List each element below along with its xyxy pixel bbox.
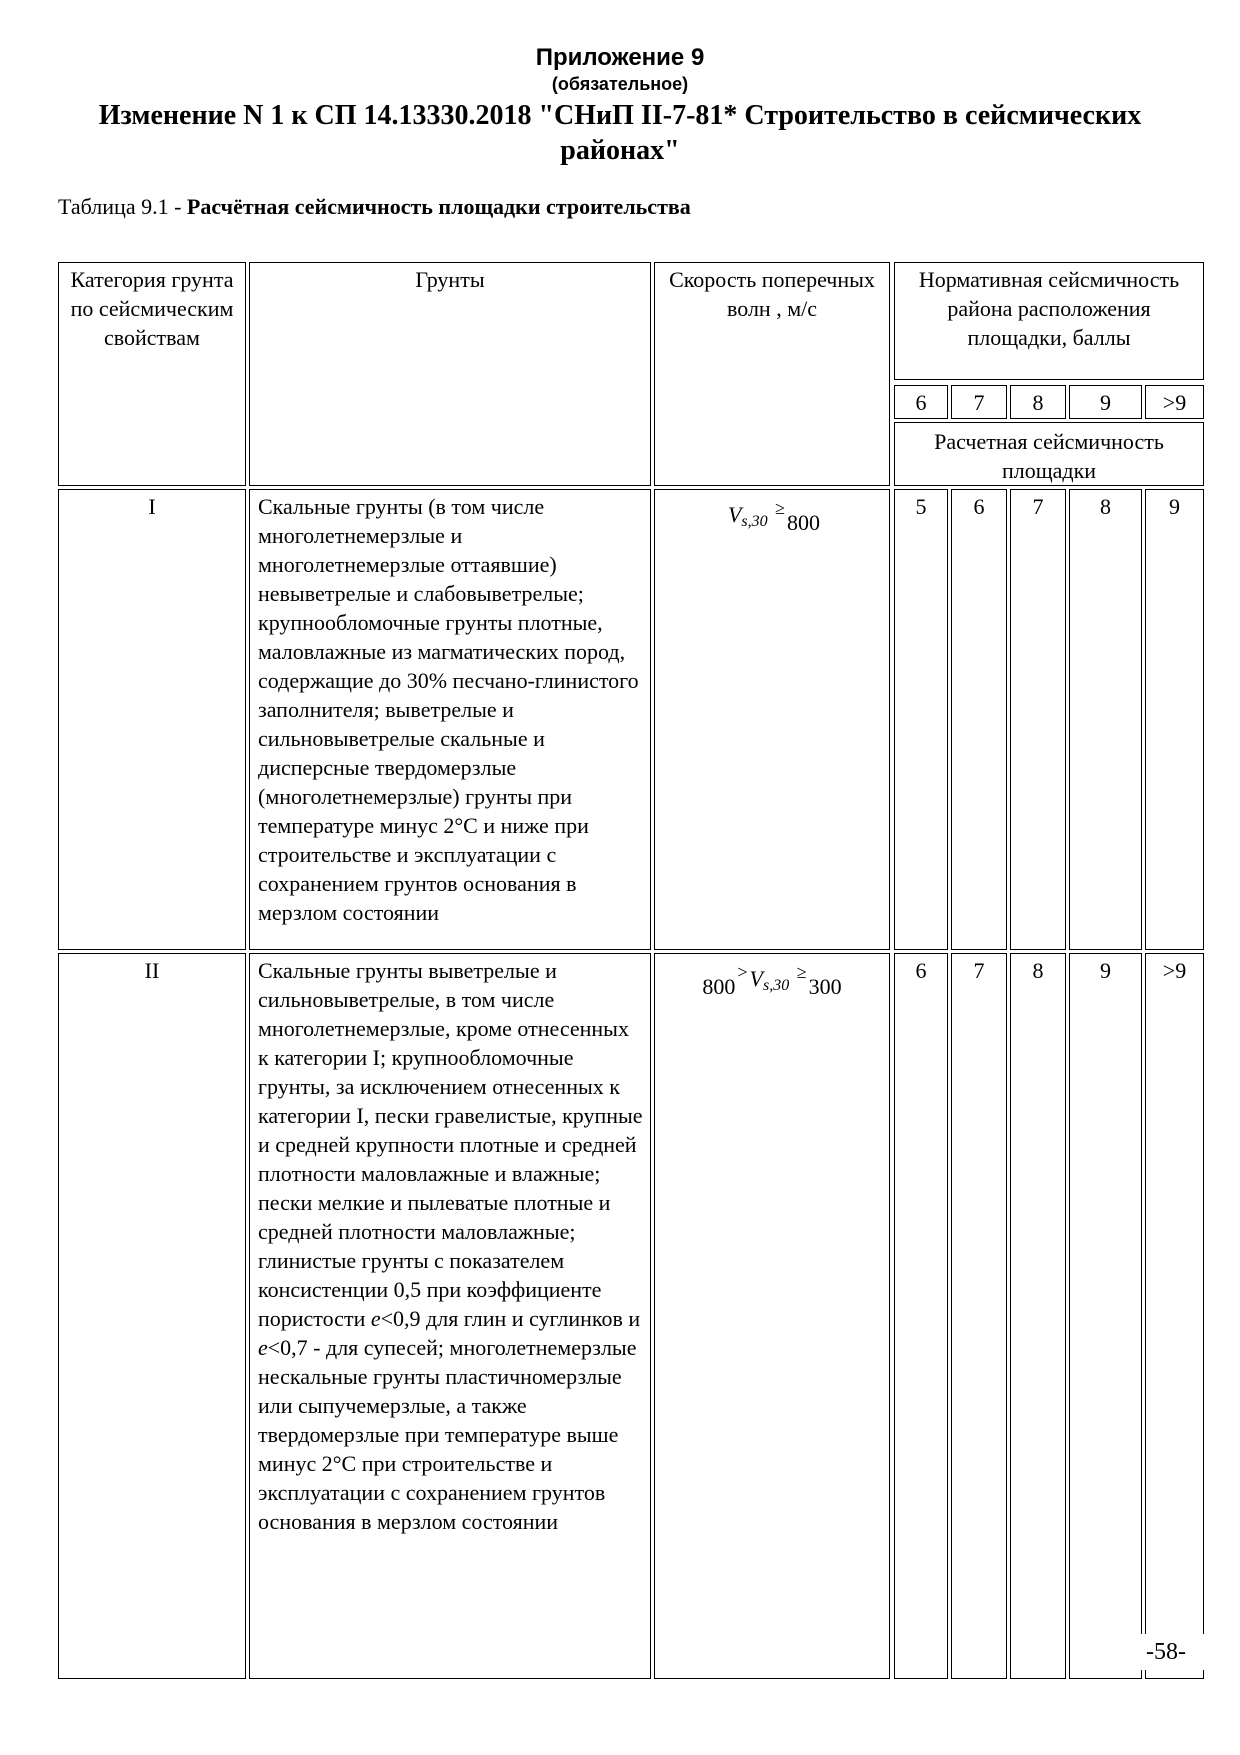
row-1-value-8: 7 — [1010, 489, 1066, 950]
row-1-value-over-9: 9 — [1145, 489, 1204, 950]
row-1-soils: Скальные грунты (в том числе многолетнемерзлые и многолетнемерзлые оттаявшие) невыветрелые и слабовыветрелые; крупнообломочные грунты плотные, маловлажные из магматических пород, содержащие до 30% песчано-глинистого заполнителя; выветрелые и сильновыветрелые скальные и дисперсные твердомерзлые (многолетнемерзлые) грунты при температуре минус 2°С и ниже при строительстве и эксплуатации с сохранением грунтов основания в мерзлом состоянии — [249, 489, 651, 950]
page-number: -58- — [1126, 1634, 1206, 1670]
row-2-value-8: 8 — [1010, 953, 1066, 1679]
header-velocity: Скорость поперечных волн , м/с — [654, 262, 890, 486]
table-caption-prefix: Таблица 9.1 - — [58, 194, 187, 219]
row-2-value-6: 6 — [894, 953, 948, 1679]
header-normative-seismicity: Нормативная сейсмичность района расположения площадки, баллы — [894, 262, 1204, 380]
row-1-category: I — [58, 489, 246, 950]
row-2-value-9: 9 — [1069, 953, 1142, 1679]
row-1-value-9: 8 — [1069, 489, 1142, 950]
appendix-note: (обязательное) — [551, 74, 689, 94]
row-2-velocity — [654, 953, 890, 1679]
row-2-value-7: 7 — [951, 953, 1007, 1679]
row-2-value-over-9: >9 — [1145, 953, 1204, 1679]
row-2-velocity-formula: $800^>V_{s,30}$ ≥300 — [702, 962, 842, 999]
header-intensity-over-9: >9 — [1145, 385, 1204, 419]
row-1-value-6: 5 — [894, 489, 948, 950]
change-title: Изменение N 1 к СП 14.13330.2018 "СНиП II-7-81* Строительство в сейсмических районах" — [98, 100, 1142, 166]
table-caption-title: Расчётная сейсмичность площадки строительства — [186, 194, 691, 219]
table-caption — [58, 194, 691, 220]
row-2-soils: Скальные грунты выветрелые и сильновыветрелые, в том числе многолетнемерзлые, кроме отнесенных к категории I; крупнообломочные грунты, за исключением отнесенных к категории I, пески гравелистые, крупные и средней крупности плотные и средней плотности маловлажные и влажные; пески мелкие и пылеватые плотные и средней плотности маловлажные; глинистые грунты с показателем консистенции 0,5 при коэффициенте пористости e<0,9 для глин и суглинков и e<0,7 - для супесей; многолетнемерзлые нескальные грунты пластичномерзлые или сыпучемерзлые, а также твердомерзлые при температуре выше минус 2°С при строительстве и эксплуатации с сохранением грунтов основания в мерзлом состоянии — [249, 953, 651, 1679]
header-intensity-7: 7 — [951, 385, 1007, 419]
row-1-velocity-formula: $V_{s,30}$ ≥800 — [727, 498, 821, 535]
header-intensity-6: 6 — [894, 385, 948, 419]
header-calculated-seismicity: Расчетная сейсмичность площадки — [894, 422, 1204, 486]
row-1-value-7: 6 — [951, 489, 1007, 950]
header-category: Категория грунта по сейсмическим свойствам — [58, 262, 246, 486]
header-intensity-9: 9 — [1069, 385, 1142, 419]
appendix-title: Приложение 9 — [535, 44, 705, 71]
header-soils: Грунты — [249, 262, 651, 486]
row-2-category: II — [58, 953, 246, 1679]
header-intensity-8: 8 — [1010, 385, 1066, 419]
row-1-velocity — [654, 489, 890, 950]
